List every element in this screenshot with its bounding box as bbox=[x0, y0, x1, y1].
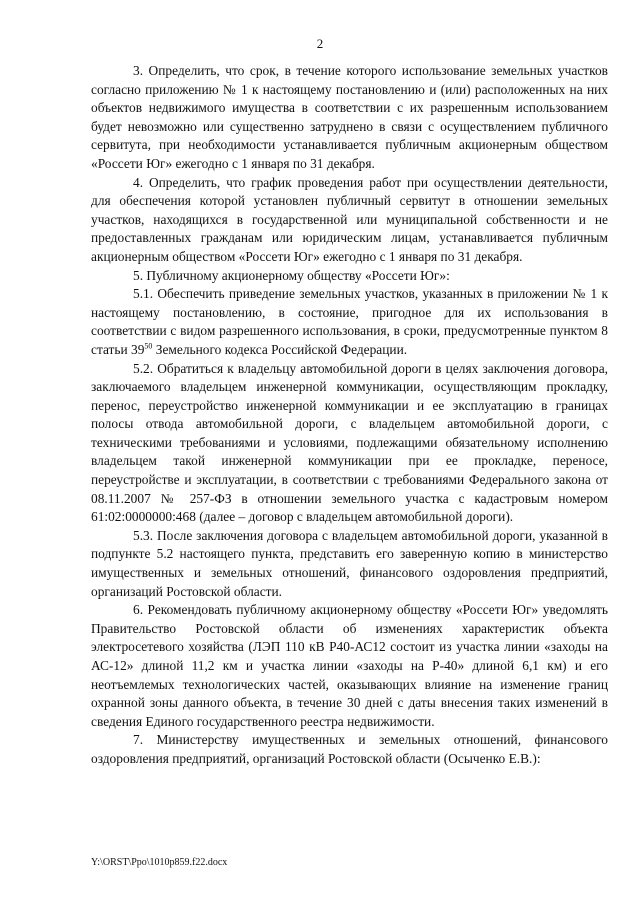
paragraph-4: 4. Определить, что график проведения работ при осуществлении деятельности, для обеспечения которой установлен публичный сервитут в отношении земельных участков, находящихся в государственной или муниципальной собственности и не предоставленных гражданам или юридическим лицам, устанавливается публичным акционерным обществом «Россети Юг» ежегодно с 1 января по 31 декабря. bbox=[91, 174, 608, 264]
page-number: 2 bbox=[316, 36, 324, 51]
article-superscript: 50 bbox=[144, 341, 153, 351]
paragraph-7: 7. Министерству имущественных и земельных отношений, финансового оздоровления предприятий, организаций Ростовской области (Осыченко Е.В.): bbox=[91, 732, 608, 766]
document-body bbox=[91, 62, 608, 769]
paragraph-5: 5. Публичному акционерному обществу «Россети Юг»: bbox=[133, 267, 450, 283]
paragraph-5-3: 5.3. После заключения договора с владельцем автомобильной дороги, указанной в подпункте 5.2 настоящего пункта, представить его заверенную копию в министерство имущественных и земельных отношений, финансового оздоровления предприятий, организаций Ростовской области. bbox=[91, 527, 608, 599]
paragraph-5-2: 5.2. Обратиться к владельцу автомобильной дороги в целях заключения договора, заключаемого владельцем инженерной коммуникации, осуществляющим прокладку, перенос, переустройство инженерной коммуникации и ее эксплуатацию в границах полосы отвода автомобильной дороги, с владельцем автомобильной дороги, с техническими требованиями и условиями, подлежащими обязательному исполнению владельцем такой инженерной коммуникации при ее прокладке, переносе, переустройстве и эксплуатации, в соответствии с требованиями Федерального закона от 08.11.2007 № 257-ФЗ в отношении земельного участка с кадастровым номером 61:02:0000000:468 (далее – договор с владельцем автомобильной дороги). bbox=[91, 360, 608, 525]
paragraph-3: 3. Определить, что срок, в течение которого использование земельных участков согласно приложению № 1 к настоящему постановлению и (или) расположенных на них объектов недвижимого имущества в соответствии с их разрешенным использованием будет невозможно или существенно затруднено в связи с осуществлением публичного сервитута, при необходимости устанавливается публичным акционерным обществом «Россети Юг» ежегодно с 1 января по 31 декабря. bbox=[91, 63, 608, 171]
paragraph-5-1-text: 5.1. Обеспечить приведение земельных участков, указанных в приложении № 1 к настоящему постановлению, в состояние, пригодное для их использования в соответствии с видом разрешенного использования, в сроки, предусмотренные пунктом 8 статьи 39 bbox=[91, 286, 608, 357]
paragraph-5-1-tail: Земельного кодекса Российской Федерации. bbox=[152, 341, 408, 357]
paragraph-5-1 bbox=[91, 285, 608, 359]
file-path-footer: Y:\ORST\Ppo\1010p859.f22.docx bbox=[91, 857, 228, 868]
paragraph-6: 6. Рекомендовать публичному акционерному обществу «Россети Юг» уведомлять Правительство Ростовской области об изменениях характеристик объекта электросетевого хозяйства (ЛЭП 110 кВ Р40-АС12 состоит из участка линии «заходы на АС-12» длиной 11,2 км и участка линии «заходы на Р-40» длиной 6,1 км) и его неотъемлемых технологических частей, оказывающих влияние на изменение границ охранной зоны данного объекта, в течение 30 дней с даты внесения таких изменений в сведения Единого государственного реестра недвижимости. bbox=[91, 602, 608, 729]
